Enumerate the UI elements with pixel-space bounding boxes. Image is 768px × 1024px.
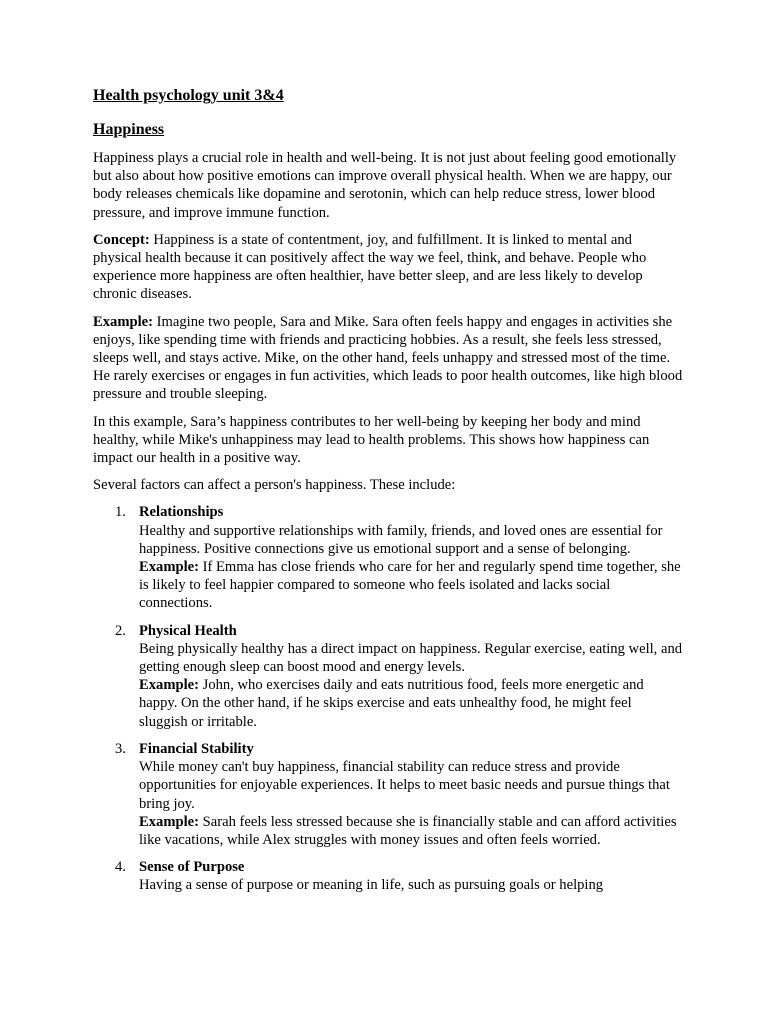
example-text: Imagine two people, Sara and Mike. Sara often feels happy and engages in activities she enjoys, like spending time with friends and practicing hobbies. As a result, she feels less stressed, sleeps well, and stays active. Mike, on the other hand, feels unhappy and stressed most of the time. He rarely exercises or engages in fun activities, which leads to poor health outcomes, like high blood pressure and trouble sleeping. [93, 313, 683, 403]
list-item [93, 858, 683, 894]
factors-intro: Several factors can affect a person's happiness. These include: [93, 477, 456, 494]
concept-paragraph [93, 231, 683, 304]
list-item-example-text: John, who exercises daily and eats nutritious food, feels more energetic and happy. On the other hand, if he skips exercise and eats unhealthy food, he might feel sluggish or irritable. [139, 677, 644, 730]
section-heading-happiness: Happiness [93, 121, 165, 138]
factors-list [93, 503, 683, 894]
document-page [93, 86, 683, 904]
list-item [93, 740, 683, 849]
list-item-example-label: Example: [139, 559, 199, 576]
list-item-example-label: Example: [139, 813, 199, 830]
list-item-title: Physical Health [139, 622, 237, 639]
example-label: Example: [93, 313, 153, 330]
list-item-title: Relationships [139, 504, 224, 521]
concept-text: Happiness is a state of contentment, joy, and fulfillment. It is linked to mental and physical health because it can positively affect the way we feel, think, and behave. People who experience more happiness are often healthier, have better sleep, and are less likely to develop chronic diseases. [93, 231, 647, 303]
list-item-number: 4. [115, 859, 126, 876]
list-item-text: While money can't buy happiness, financial stability can reduce stress and provide opportunities for enjoyable experiences. It helps to meet basic needs and pursue things that bring joy. [139, 759, 670, 812]
concept-label: Concept: [93, 231, 150, 248]
list-item-text: Being physically healthy has a direct impact on happiness. Regular exercise, eating well, and getting enough sleep can boost mood and energy levels. [139, 640, 683, 676]
list-item-text: Healthy and supportive relationships with family, friends, and loved ones are essential for happiness. Positive connections give us emotional support and a sense of belonging. [139, 522, 663, 557]
list-item-example [139, 676, 683, 731]
list-item [93, 503, 683, 612]
list-item-text: Having a sense of purpose or meaning in life, such as pursuing goals or helping [139, 877, 604, 894]
list-item-example-text: If Emma has close friends who care for her and regularly spend time together, she is likely to feel happier compared to someone who feels isolated and lacks social connections. [139, 559, 681, 612]
list-item-example [139, 558, 683, 613]
list-item-number: 3. [115, 740, 126, 757]
explanation-paragraph: In this example, Sara’s happiness contributes to her well-being by keeping her body and mind healthy, while Mike's unhappiness may lead to health problems. This shows how happiness can impact our health in a positive way. [93, 413, 650, 467]
example-paragraph [93, 313, 683, 404]
list-item-number: 2. [115, 622, 126, 639]
list-item-title: Sense of Purpose [139, 859, 245, 876]
list-item [93, 622, 683, 731]
list-item-example [139, 813, 683, 849]
document-title: Health psychology unit 3&4 [93, 87, 284, 104]
list-item-number: 1. [115, 504, 126, 521]
list-item-example-label: Example: [139, 677, 199, 694]
list-item-example-text: Sarah feels less stressed because she is financially stable and can afford activities like vacations, while Alex struggles with money issues and often feels worried. [139, 813, 677, 848]
list-item-title: Financial Stability [139, 740, 254, 757]
intro-paragraph: Happiness plays a crucial role in health and well-being. It is not just about feeling good emotionally but also about how positive emotions can improve overall physical health. When we are happy, our body releases chemicals like dopamine and serotonin, which can help reduce stress, lower blood pressure, and improve immune function. [93, 150, 677, 221]
